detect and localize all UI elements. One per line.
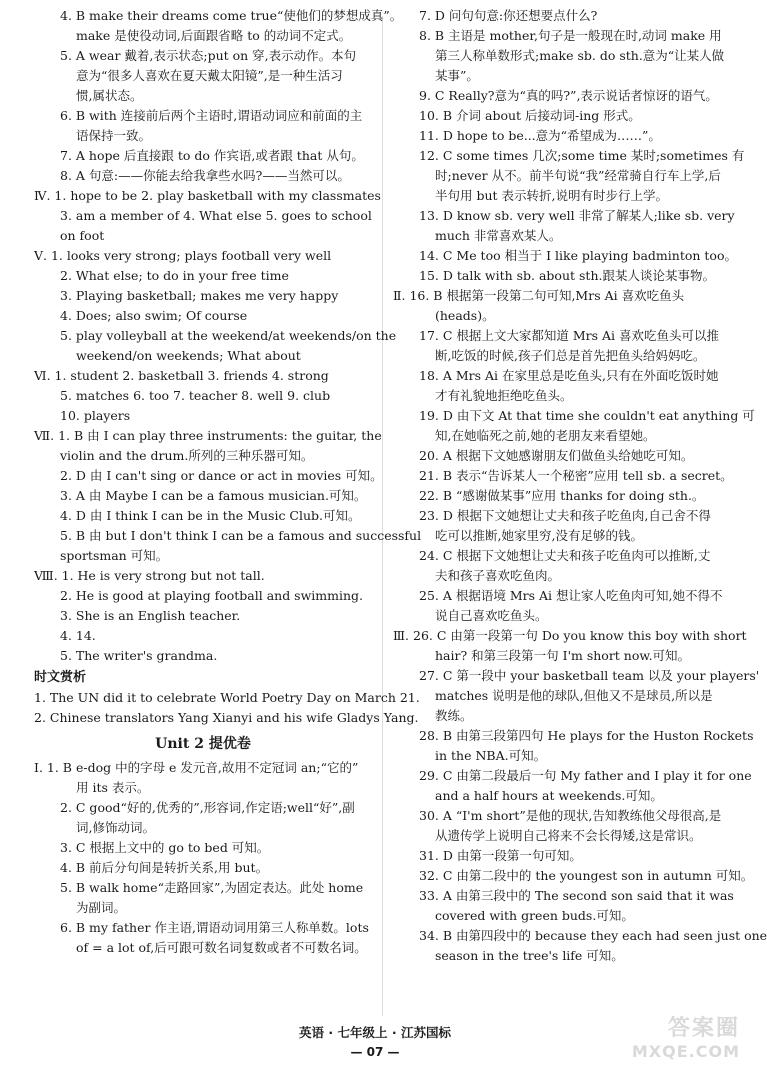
answer-line: 15. D talk with sb. about sth.跟某人谈论某事物。	[419, 268, 715, 283]
answer-line: 意为“很多人喜欢在夏天戴太阳镜”,是一种生活习	[76, 68, 343, 83]
answer-line: 20. A 根据下文她感谢朋友们做鱼头给她吃可知。	[419, 448, 694, 463]
answer-line: 21. B 表示“告诉某人一个秘密”应用 tell sb. a secret。	[419, 468, 733, 483]
answer-line: Ⅷ. 1. He is very strong but not tall.	[34, 568, 265, 583]
answer-line: 教练。	[435, 708, 473, 723]
answer-line: 13. D know sb. very well 非常了解某人;like sb. very	[419, 208, 735, 223]
right-column	[393, 6, 767, 966]
answer-line: 28. B 由第三段第四句 He plays for the Huston Rockets	[419, 728, 754, 743]
answer-line: 半句用 but 表示转折,说明有时步行上学。	[435, 188, 668, 203]
answer-line: in the NBA.可知。	[435, 748, 547, 763]
answer-line: much 非常喜欢某人。	[435, 228, 562, 243]
answer-line: 32. C 由第二段中的 the youngest son in autumn 可知。	[419, 868, 754, 883]
answer-line: 词,修饰动词。	[76, 820, 155, 835]
answer-line: 2. Chinese translators Yang Xianyi and his wife Gladys Yang.	[34, 710, 419, 725]
answer-line: 7. D 问句句意:你还想要点什么?	[419, 8, 598, 23]
answer-line: Ⅴ. 1. looks very strong; plays football very well	[34, 248, 332, 263]
watermark-url: MXQE.COM	[631, 1042, 740, 1061]
answer-line: hair? 和第三段第一句 I'm short now.可知。	[435, 648, 691, 663]
answer-line: weekend/on weekends; What about	[76, 348, 301, 363]
unit-title: Unit 2 提优卷	[155, 736, 251, 752]
answer-line: 30. A “I'm short”是他的现状,告知教练他父母很高,是	[419, 808, 722, 823]
answer-line: 25. A 根据语境 Mrs Ai 想让家人吃鱼肉可知,她不得不	[419, 588, 723, 603]
site-watermark	[600, 1016, 740, 1066]
answer-line: 2. He is good at playing football and swimming.	[60, 588, 364, 603]
answer-line: 24. C 根据下文她想让丈夫和孩子吃鱼肉可以推断,丈	[419, 548, 711, 563]
answer-line: Ⅵ. 1. student 2. basketball 3. friends 4. strong	[34, 368, 329, 383]
answer-line: 11. D hope to be...意为“希望成为……”。	[419, 128, 661, 143]
answer-line: 34. B 由第四段中的 because they each had seen just one	[419, 928, 767, 943]
answer-line: 4. B 前后分句间是转折关系,用 but。	[60, 860, 269, 875]
answer-line: matches 说明是他的球队,但他又不是球员,所以是	[435, 688, 713, 703]
answer-line: sportsman 可知。	[60, 548, 169, 563]
answer-line: 知,在她临死之前,她的老朋友来看望她。	[435, 428, 656, 443]
answer-line: 断,吃饭的时候,孩子们总是首先把鱼头给妈妈吃。	[435, 348, 706, 363]
right-answer-list	[393, 6, 767, 966]
reading-answer-list	[34, 688, 420, 728]
answer-line: season in the tree's life 可知。	[435, 948, 624, 963]
answer-line: 18. A Mrs Ai 在家里总是吃鱼头,只有在外面吃饭时她	[419, 368, 719, 383]
answer-line: 10. B 介词 about 后接动词-ing 形式。	[419, 108, 641, 123]
answer-line: 29. C 由第二段最后一句 My father and I play it for one	[419, 768, 752, 783]
answer-line: of = a lot of,后可跟可数名词复数或者不可数名词。	[76, 940, 367, 955]
answer-line: 时;never 从不。前半句说“我”经常骑自行车上学,后	[435, 168, 721, 183]
answer-line: 语保持一致。	[76, 128, 152, 143]
answer-line: 3. C 根据上文中的 go to bed 可知。	[60, 840, 270, 855]
left-column	[34, 6, 422, 958]
answer-line: 5. The writer's grandma.	[60, 648, 218, 663]
answer-line: Ⅰ. 1. B e-dog 中的字母 e 发元音,故用不定冠词 an;“它的”	[34, 760, 359, 775]
answer-line: 某事”。	[435, 68, 479, 83]
answer-line: (heads)。	[435, 308, 495, 323]
answer-line: 3. Playing basketball; makes me very happy	[60, 288, 339, 303]
answer-line: 10. players	[60, 408, 131, 423]
page-number: — 07 —	[350, 1045, 400, 1059]
answer-line: 4. B make their dreams come true“使他们的梦想成真”。	[60, 8, 403, 23]
answer-line: Ⅶ. 1. B 由 I can play three instruments: the guitar, the	[34, 428, 382, 443]
answer-line: 第三人称单数形式;make sb. do sth.意为“让某人做	[435, 48, 725, 63]
answer-line: 4. D 由 I think I can be in the Music Club.可知。	[60, 508, 361, 523]
answer-line: and a half hours at weekends.可知。	[435, 788, 663, 803]
answer-line: 说自己喜欢吃鱼头。	[435, 608, 548, 623]
answer-line: 惯,属状态。	[76, 88, 143, 103]
answer-line: 夫和孩子喜欢吃鱼肉。	[435, 568, 561, 583]
answer-line: 31. D 由第一段第一句可知。	[419, 848, 582, 863]
answer-line: violin and the drum.所列的三种乐器可知。	[60, 448, 314, 463]
answer-line: 4. 14.	[60, 628, 96, 643]
answer-line: 5. play volleyball at the weekend/at weekends/on the	[60, 328, 397, 343]
answer-line: 2. C good“好的,优秀的”,形容词,作定语;well“好”,副	[60, 800, 355, 815]
answer-line: 2. D 由 I can't sing or dance or act in movies 可知。	[60, 468, 383, 483]
answer-line: 6. B my father 作主语,谓语动词用第三人称单数。lots	[60, 920, 369, 935]
answer-line: 5. A wear 戴着,表示状态;put on 穿,表示动作。本句	[60, 48, 357, 63]
answer-line: 吃可以推断,她家里穷,没有足够的钱。	[435, 528, 643, 543]
answer-line: make 是使役动词,后面跟省略 to 的动词不定式。	[76, 28, 352, 43]
answer-line: 7. A hope 后直接跟 to do 作宾语,或者跟 that 从句。	[60, 148, 364, 163]
answer-line: Ⅲ. 26. C 由第一段第一句 Do you know this boy with short	[393, 628, 747, 643]
section-title-reading: 时文赏析	[34, 670, 87, 685]
answer-line: 3. am a member of 4. What else 5. goes to school	[60, 208, 372, 223]
answer-line: 用 its 表示。	[76, 780, 150, 795]
answer-line: 33. A 由第三段中的 The second son said that it was	[419, 888, 734, 903]
answer-line: 6. B with 连接前后两个主语时,谓语动词应和前面的主	[60, 108, 363, 123]
answer-line: 5. matches 6. too 7. teacher 8. well 9. club	[60, 388, 331, 403]
column-divider	[382, 16, 383, 1016]
answer-line: 14. C Me too 相当于 I like playing badminton too。	[419, 248, 737, 263]
answer-line: 22. B “感谢做某事”应用 thanks for doing sth.。	[419, 488, 705, 503]
answer-line: 19. D 由下文 At that time she couldn't eat anything 可	[419, 408, 755, 423]
footer-book-title: 英语 · 七年级上 · 江苏国标	[299, 1025, 451, 1040]
answer-line: 9. C Really?意为“真的吗?”,表示说话者惊讶的语气。	[419, 88, 718, 103]
answer-line: covered with green buds.可知。	[435, 908, 634, 923]
answer-line: 5. B walk home“走路回家”,为固定表达。此处 home	[60, 880, 364, 895]
answer-line: 为副词。	[76, 900, 127, 915]
answer-line: 5. B 由 but I don't think I can be a famous and successful	[60, 528, 422, 543]
answer-line: 23. D 根据下文她想让丈夫和孩子吃鱼肉,自己舍不得	[419, 508, 711, 523]
answer-line: 27. C 第一段中 your basketball team 以及 your players'	[419, 668, 760, 683]
answer-line: 8. A 句意:——你能去给我拿些水吗?——当然可以。	[60, 168, 350, 183]
answer-line: 从遗传学上说明自己将来不会长得矮,这是常识。	[435, 828, 702, 843]
answer-line: 1. The UN did it to celebrate World Poetry Day on March 21.	[34, 690, 420, 705]
answer-line: Ⅳ. 1. hope to be 2. play basketball with my classmates	[34, 188, 381, 203]
watermark-logo-text: 答案圈	[667, 1016, 740, 1041]
answer-line: on foot	[60, 228, 105, 243]
left-answer-list	[34, 6, 422, 666]
answer-line: Ⅱ. 16. B 根据第一段第二句可知,Mrs Ai 喜欢吃鱼头	[393, 288, 685, 303]
answer-line: 4. Does; also swim; Of course	[60, 308, 248, 323]
unit2-answer-list	[34, 758, 372, 958]
answer-line: 17. C 根据上文大家都知道 Mrs Ai 喜欢吃鱼头可以推	[419, 328, 720, 343]
answer-line: 才有礼貌地拒绝吃鱼头。	[435, 388, 573, 403]
answer-line: 12. C some times 几次;some time 某时;sometimes 有	[419, 148, 745, 163]
answer-line: 2. What else; to do in your free time	[60, 268, 289, 283]
answer-line: 8. B 主语是 mother,句子是一般现在时,动词 make 用	[419, 28, 722, 43]
answer-line: 3. A 由 Maybe I can be a famous musician.可知。	[60, 488, 367, 503]
answer-line: 3. She is an English teacher.	[60, 608, 241, 623]
